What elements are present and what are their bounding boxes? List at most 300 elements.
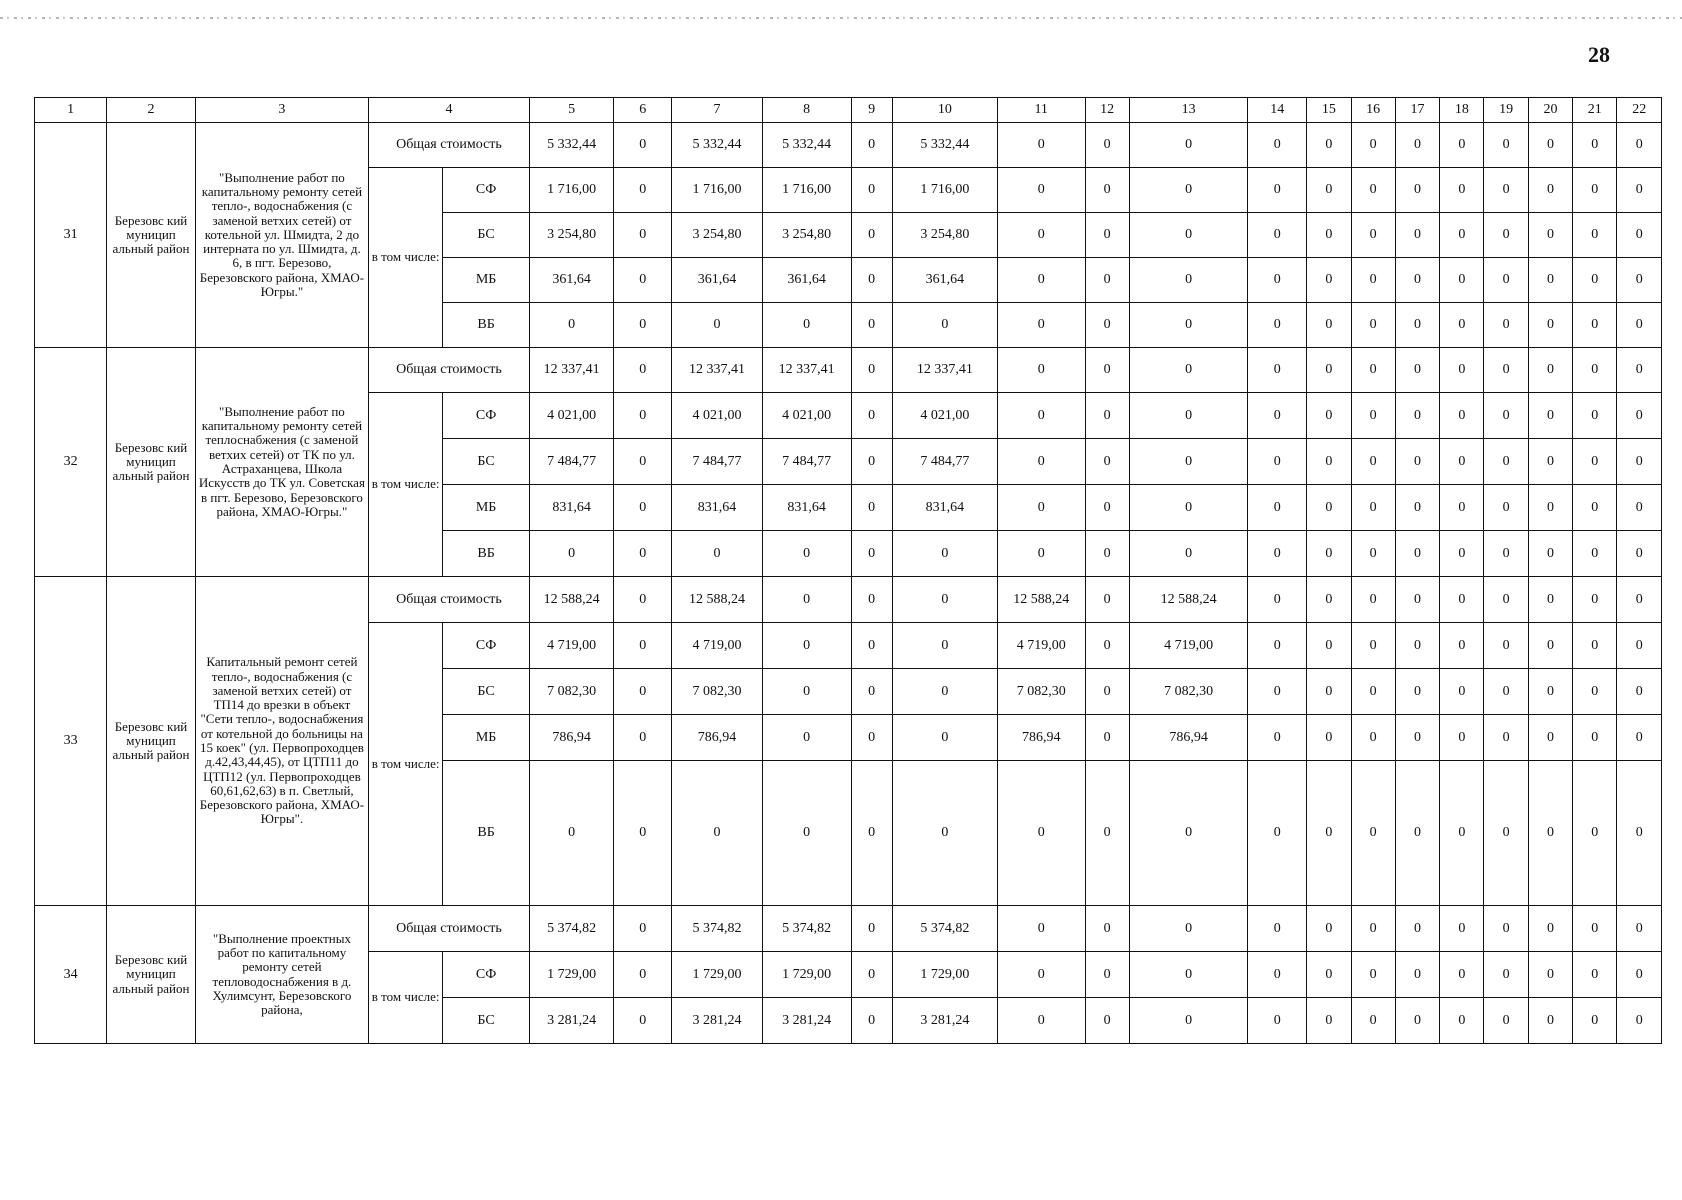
table-row (35, 348, 1662, 393)
value-cell: 0 (1395, 258, 1439, 303)
col-header: 15 (1307, 98, 1351, 123)
value-cell: 0 (1484, 906, 1528, 952)
value-cell: 0 (1129, 348, 1248, 393)
value-cell: 0 (1307, 258, 1351, 303)
value-cell: 0 (1307, 906, 1351, 952)
value-cell: 0 (1248, 258, 1307, 303)
funding-source-label: СФ (443, 393, 530, 439)
value-cell: 0 (1617, 998, 1662, 1044)
column-number-row (35, 98, 1662, 123)
value-cell: 0 (1395, 952, 1439, 998)
value-cell: 0 (529, 761, 614, 906)
value-cell: 0 (851, 952, 892, 998)
value-cell: 0 (614, 393, 672, 439)
value-cell: 0 (997, 303, 1085, 348)
value-cell: 0 (1085, 168, 1129, 213)
value-cell: 0 (1573, 348, 1617, 393)
value-cell: 0 (1129, 439, 1248, 485)
value-cell: 0 (1440, 577, 1484, 623)
value-cell: 3 254,80 (892, 213, 997, 258)
value-cell: 5 332,44 (672, 123, 763, 168)
value-cell: 0 (1484, 168, 1528, 213)
value-cell: 0 (614, 258, 672, 303)
funding-source-label: БС (443, 213, 530, 258)
value-cell: 7 484,77 (672, 439, 763, 485)
value-cell: 0 (1573, 258, 1617, 303)
row-number: 31 (35, 123, 107, 348)
value-cell: 0 (1085, 623, 1129, 669)
value-cell: 0 (851, 531, 892, 577)
value-cell: 0 (1484, 213, 1528, 258)
col-header: 8 (762, 98, 851, 123)
table-row (35, 577, 1662, 623)
value-cell: 0 (1440, 761, 1484, 906)
value-cell: 0 (1307, 998, 1351, 1044)
value-cell: 0 (1528, 348, 1572, 393)
value-cell: 0 (1307, 123, 1351, 168)
value-cell: 0 (1440, 168, 1484, 213)
value-cell: 0 (1085, 952, 1129, 998)
value-cell: 0 (1085, 348, 1129, 393)
value-cell: 0 (1395, 761, 1439, 906)
value-cell: 12 337,41 (892, 348, 997, 393)
value-cell: 0 (851, 623, 892, 669)
value-cell: 0 (1440, 669, 1484, 715)
value-cell: 0 (1440, 393, 1484, 439)
value-cell: 0 (1573, 906, 1617, 952)
value-cell: 0 (1248, 213, 1307, 258)
value-cell: 0 (997, 258, 1085, 303)
value-cell: 0 (1129, 123, 1248, 168)
value-cell: 0 (1528, 952, 1572, 998)
value-cell: 0 (672, 303, 763, 348)
value-cell: 0 (762, 715, 851, 761)
col-header: 5 (529, 98, 614, 123)
value-cell: 0 (997, 348, 1085, 393)
scan-noise-line (0, 17, 1682, 19)
value-cell: 0 (997, 168, 1085, 213)
value-cell: 0 (1440, 303, 1484, 348)
value-cell: 12 337,41 (672, 348, 763, 393)
value-cell: 0 (1129, 952, 1248, 998)
value-cell: 0 (1528, 303, 1572, 348)
value-cell: 0 (1248, 577, 1307, 623)
value-cell: 0 (1129, 531, 1248, 577)
row-number: 33 (35, 577, 107, 906)
value-cell: 0 (1351, 623, 1395, 669)
value-cell: 0 (529, 531, 614, 577)
value-cell: 0 (1351, 906, 1395, 952)
value-cell: 1 729,00 (892, 952, 997, 998)
value-cell: 0 (1528, 393, 1572, 439)
value-cell: 5 332,44 (529, 123, 614, 168)
value-cell: 4 719,00 (997, 623, 1085, 669)
value-cell: 0 (614, 168, 672, 213)
value-cell: 0 (1484, 998, 1528, 1044)
municipality-cell: Березовс кий муницип альный район (107, 906, 196, 1044)
funding-source-label: ВБ (443, 761, 530, 906)
col-header: 4 (369, 98, 530, 123)
value-cell: 12 588,24 (672, 577, 763, 623)
value-cell: 5 374,82 (672, 906, 763, 952)
value-cell: 0 (1351, 213, 1395, 258)
value-cell: 0 (1440, 531, 1484, 577)
value-cell: 0 (614, 669, 672, 715)
value-cell: 0 (851, 669, 892, 715)
value-cell: 0 (1307, 531, 1351, 577)
col-header: 9 (851, 98, 892, 123)
value-cell: 0 (1085, 531, 1129, 577)
value-cell: 0 (1085, 669, 1129, 715)
value-cell: 0 (851, 213, 892, 258)
value-cell: 0 (1351, 123, 1395, 168)
value-cell: 0 (1440, 485, 1484, 531)
value-cell: 0 (1484, 715, 1528, 761)
value-cell: 0 (1573, 623, 1617, 669)
value-cell: 0 (1617, 348, 1662, 393)
value-cell: 1 716,00 (892, 168, 997, 213)
value-cell: 0 (1307, 168, 1351, 213)
value-cell: 0 (762, 577, 851, 623)
value-cell: 0 (1351, 669, 1395, 715)
value-cell: 0 (614, 577, 672, 623)
value-cell: 0 (1484, 439, 1528, 485)
value-cell: 0 (1617, 485, 1662, 531)
col-header: 14 (1248, 98, 1307, 123)
value-cell: 0 (1307, 577, 1351, 623)
value-cell: 0 (1248, 393, 1307, 439)
value-cell: 0 (614, 715, 672, 761)
value-cell: 0 (1395, 998, 1439, 1044)
value-cell: 0 (997, 393, 1085, 439)
value-cell: 0 (997, 761, 1085, 906)
value-cell: 0 (1395, 393, 1439, 439)
value-cell: 0 (1617, 952, 1662, 998)
value-cell: 0 (1085, 577, 1129, 623)
value-cell: 0 (1307, 303, 1351, 348)
value-cell: 0 (1085, 761, 1129, 906)
value-cell: 0 (1307, 485, 1351, 531)
total-cost-label: Общая стоимость (369, 577, 530, 623)
value-cell: 0 (614, 348, 672, 393)
value-cell: 0 (1440, 715, 1484, 761)
value-cell: 0 (892, 669, 997, 715)
value-cell: 12 588,24 (529, 577, 614, 623)
funding-source-label: МБ (443, 715, 530, 761)
value-cell: 0 (851, 998, 892, 1044)
value-cell: 0 (1484, 258, 1528, 303)
value-cell: 3 281,24 (529, 998, 614, 1044)
value-cell: 4 021,00 (529, 393, 614, 439)
value-cell: 0 (1573, 577, 1617, 623)
value-cell: 0 (614, 485, 672, 531)
value-cell: 0 (1085, 715, 1129, 761)
value-cell: 361,64 (892, 258, 997, 303)
value-cell: 0 (1573, 715, 1617, 761)
value-cell: 0 (1573, 998, 1617, 1044)
value-cell: 4 021,00 (892, 393, 997, 439)
value-cell: 1 716,00 (529, 168, 614, 213)
value-cell: 0 (997, 485, 1085, 531)
value-cell: 0 (1573, 168, 1617, 213)
col-header: 22 (1617, 98, 1662, 123)
value-cell: 0 (614, 439, 672, 485)
value-cell: 7 082,30 (529, 669, 614, 715)
value-cell: 0 (851, 348, 892, 393)
value-cell: 831,64 (672, 485, 763, 531)
value-cell: 0 (1395, 715, 1439, 761)
value-cell: 12 588,24 (997, 577, 1085, 623)
row-number: 34 (35, 906, 107, 1044)
object-description: Капитальный ремонт сетей тепло-, водоснабжения (с заменой ветхих сетей) от ТП14 до врезки в объект "Сети тепло-, водоснабжения от котельной до больницы на 15 коек" (ул. Первопроходцев д.42,43,44,45), от ЦТП11 до ЦТП12 (ул. Первопроходцев 60,61,62,63) в п. Светлый, Березовского района, ХМАО-Югры". (195, 577, 368, 906)
value-cell: 0 (851, 485, 892, 531)
value-cell: 0 (1351, 531, 1395, 577)
value-cell: 0 (1484, 577, 1528, 623)
total-cost-label: Общая стоимость (369, 123, 530, 168)
value-cell: 0 (1440, 123, 1484, 168)
total-cost-label: Общая стоимость (369, 906, 530, 952)
value-cell: 0 (1395, 439, 1439, 485)
col-header: 11 (997, 98, 1085, 123)
funding-source-label: ВБ (443, 531, 530, 577)
value-cell: 0 (1085, 439, 1129, 485)
value-cell: 0 (614, 213, 672, 258)
col-header: 17 (1395, 98, 1439, 123)
value-cell: 0 (1248, 168, 1307, 213)
value-cell: 0 (1248, 906, 1307, 952)
value-cell: 0 (1129, 485, 1248, 531)
value-cell: 0 (1617, 906, 1662, 952)
value-cell: 0 (1484, 531, 1528, 577)
value-cell: 0 (1248, 715, 1307, 761)
value-cell: 0 (1085, 123, 1129, 168)
value-cell: 0 (1440, 998, 1484, 1044)
value-cell: 0 (1528, 761, 1572, 906)
value-cell: 0 (1351, 577, 1395, 623)
value-cell: 0 (1528, 123, 1572, 168)
funding-source-label: МБ (443, 485, 530, 531)
value-cell: 0 (1351, 348, 1395, 393)
col-header: 19 (1484, 98, 1528, 123)
value-cell: 3 254,80 (672, 213, 763, 258)
value-cell: 0 (1573, 123, 1617, 168)
value-cell: 0 (997, 998, 1085, 1044)
municipality-cell: Березовс кий муницип альный район (107, 348, 196, 577)
value-cell: 12 588,24 (1129, 577, 1248, 623)
value-cell: 0 (1395, 123, 1439, 168)
value-cell: 4 719,00 (529, 623, 614, 669)
value-cell: 0 (1085, 303, 1129, 348)
value-cell: 7 082,30 (1129, 669, 1248, 715)
col-header: 3 (195, 98, 368, 123)
value-cell: 0 (614, 531, 672, 577)
value-cell: 0 (614, 623, 672, 669)
value-cell: 0 (614, 123, 672, 168)
funding-source-label: БС (443, 439, 530, 485)
value-cell: 0 (1395, 485, 1439, 531)
value-cell: 0 (1484, 952, 1528, 998)
value-cell: 0 (1617, 439, 1662, 485)
value-cell: 0 (1617, 213, 1662, 258)
value-cell: 0 (1573, 303, 1617, 348)
value-cell: 1 729,00 (529, 952, 614, 998)
value-cell: 0 (1129, 258, 1248, 303)
row-number: 32 (35, 348, 107, 577)
value-cell: 0 (1129, 213, 1248, 258)
value-cell: 4 021,00 (762, 393, 851, 439)
value-cell: 0 (1129, 393, 1248, 439)
value-cell: 0 (892, 715, 997, 761)
value-cell: 0 (1248, 123, 1307, 168)
value-cell: 0 (1395, 213, 1439, 258)
value-cell: 0 (614, 906, 672, 952)
value-cell: 0 (762, 623, 851, 669)
value-cell: 0 (1395, 623, 1439, 669)
value-cell: 0 (1248, 761, 1307, 906)
value-cell: 0 (1351, 258, 1395, 303)
value-cell: 0 (1484, 623, 1528, 669)
value-cell: 0 (997, 123, 1085, 168)
value-cell: 0 (1351, 998, 1395, 1044)
value-cell: 0 (997, 213, 1085, 258)
value-cell: 361,64 (762, 258, 851, 303)
value-cell: 7 082,30 (997, 669, 1085, 715)
value-cell: 4 719,00 (1129, 623, 1248, 669)
value-cell: 0 (1484, 123, 1528, 168)
value-cell: 0 (892, 303, 997, 348)
funding-source-label: СФ (443, 168, 530, 213)
value-cell: 0 (1351, 303, 1395, 348)
value-cell: 0 (614, 303, 672, 348)
value-cell: 0 (1528, 715, 1572, 761)
value-cell: 0 (1617, 577, 1662, 623)
funding-source-label: БС (443, 669, 530, 715)
value-cell: 0 (1085, 393, 1129, 439)
value-cell: 0 (1573, 531, 1617, 577)
value-cell: 0 (1351, 439, 1395, 485)
value-cell: 361,64 (672, 258, 763, 303)
value-cell: 0 (851, 577, 892, 623)
value-cell: 831,64 (892, 485, 997, 531)
value-cell: 0 (997, 952, 1085, 998)
value-cell: 1 716,00 (762, 168, 851, 213)
value-cell: 3 281,24 (762, 998, 851, 1044)
value-cell: 0 (1440, 348, 1484, 393)
value-cell: 0 (851, 393, 892, 439)
col-header: 13 (1129, 98, 1248, 123)
value-cell: 0 (851, 258, 892, 303)
value-cell: 0 (1351, 168, 1395, 213)
value-cell: 786,94 (672, 715, 763, 761)
value-cell: 5 374,82 (529, 906, 614, 952)
value-cell: 0 (1395, 531, 1439, 577)
value-cell: 0 (1307, 761, 1351, 906)
value-cell: 0 (892, 577, 997, 623)
value-cell: 361,64 (529, 258, 614, 303)
value-cell: 0 (892, 531, 997, 577)
value-cell: 0 (1440, 906, 1484, 952)
including-label: в том числе: (369, 168, 443, 348)
value-cell: 0 (1573, 669, 1617, 715)
budget-table (34, 97, 1662, 1044)
value-cell: 0 (997, 531, 1085, 577)
value-cell: 0 (1248, 348, 1307, 393)
value-cell: 0 (1617, 531, 1662, 577)
value-cell: 0 (1129, 906, 1248, 952)
value-cell: 0 (762, 669, 851, 715)
value-cell: 7 484,77 (529, 439, 614, 485)
value-cell: 0 (1528, 531, 1572, 577)
value-cell: 0 (997, 906, 1085, 952)
value-cell: 1 729,00 (672, 952, 763, 998)
value-cell: 0 (1351, 485, 1395, 531)
municipality-cell: Березовс кий муницип альный район (107, 123, 196, 348)
col-header: 18 (1440, 98, 1484, 123)
value-cell: 0 (1085, 485, 1129, 531)
value-cell: 12 337,41 (762, 348, 851, 393)
value-cell: 0 (1573, 213, 1617, 258)
value-cell: 0 (1573, 952, 1617, 998)
value-cell: 1 716,00 (672, 168, 763, 213)
value-cell: 0 (1307, 213, 1351, 258)
value-cell: 0 (762, 531, 851, 577)
value-cell: 5 374,82 (892, 906, 997, 952)
col-header: 7 (672, 98, 763, 123)
value-cell: 0 (1440, 439, 1484, 485)
value-cell: 0 (1129, 303, 1248, 348)
value-cell: 0 (1395, 168, 1439, 213)
value-cell: 0 (1395, 669, 1439, 715)
table-row (35, 123, 1662, 168)
funding-source-label: БС (443, 998, 530, 1044)
value-cell: 0 (851, 715, 892, 761)
value-cell: 0 (1617, 258, 1662, 303)
value-cell: 0 (1307, 348, 1351, 393)
value-cell: 0 (1395, 577, 1439, 623)
value-cell: 0 (1617, 761, 1662, 906)
value-cell: 0 (1440, 258, 1484, 303)
funding-source-label: СФ (443, 623, 530, 669)
value-cell: 831,64 (762, 485, 851, 531)
value-cell: 4 719,00 (672, 623, 763, 669)
value-cell: 0 (1248, 439, 1307, 485)
value-cell: 4 021,00 (672, 393, 763, 439)
value-cell: 0 (672, 761, 763, 906)
value-cell: 0 (1528, 906, 1572, 952)
value-cell: 0 (1528, 577, 1572, 623)
value-cell: 0 (1573, 439, 1617, 485)
value-cell: 0 (1351, 715, 1395, 761)
value-cell: 0 (851, 303, 892, 348)
value-cell: 0 (1484, 761, 1528, 906)
col-header: 16 (1351, 98, 1395, 123)
value-cell: 7 484,77 (892, 439, 997, 485)
funding-source-label: СФ (443, 952, 530, 998)
value-cell: 0 (1573, 485, 1617, 531)
including-label: в том числе: (369, 623, 443, 906)
col-header: 21 (1573, 98, 1617, 123)
value-cell: 5 374,82 (762, 906, 851, 952)
value-cell: 0 (1528, 439, 1572, 485)
value-cell: 0 (1351, 393, 1395, 439)
value-cell: 0 (1129, 761, 1248, 906)
value-cell: 0 (851, 123, 892, 168)
object-description: "Выполнение работ по капитальному ремонту сетей тепло-, водоснабжения (с заменой ветхих сетей) от котельной ул. Шмидта, 2 до интерната по ул. Шмидта, д. 6, в пгт. Березово, Березовского района, ХМАО-Югры." (195, 123, 368, 348)
value-cell: 786,94 (529, 715, 614, 761)
value-cell: 0 (1440, 213, 1484, 258)
value-cell: 0 (1248, 623, 1307, 669)
value-cell: 786,94 (1129, 715, 1248, 761)
